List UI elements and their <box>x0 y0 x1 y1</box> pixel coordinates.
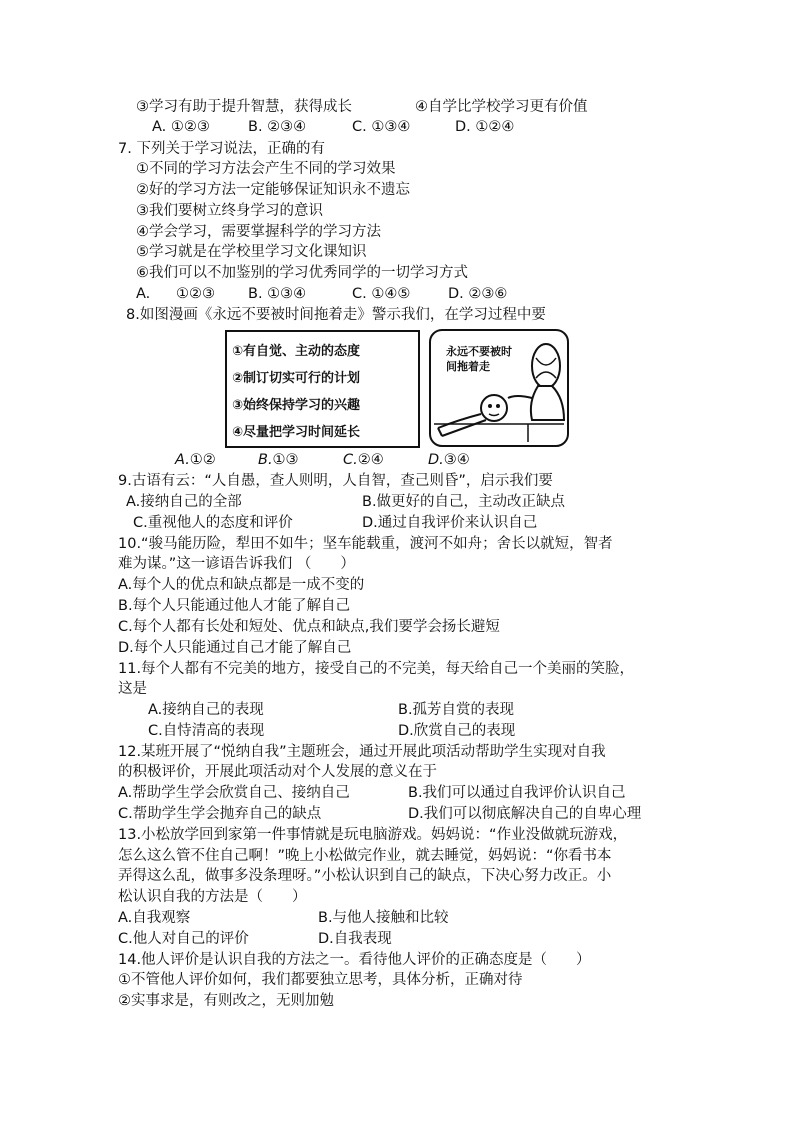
q7-item-4: ④学会学习，需要掌握科学的学习方法 <box>136 224 381 240</box>
q13-option-c: C.他人对自己的评价 <box>118 931 249 947</box>
q12-option-c: C.帮助学生学会抛弃自己的缺点 <box>118 806 322 822</box>
q7-stem: 7. 下列关于学习说法，正确的有 <box>118 141 325 157</box>
q7-option-a-label: A. <box>136 286 151 302</box>
q14-stem: 14.他人评价是认识自我的方法之一。看待他人评价的正确态度是（ ） <box>118 952 591 968</box>
q8-option-d: D.③④ <box>428 452 470 468</box>
q12-stem-line-2: 的积极评价，开展此项活动对个人发展的意义在于 <box>118 764 437 780</box>
q14-item-1: ①不管他人评价如何，我们都要独立思考，具体分析，正确对待 <box>118 972 523 988</box>
q8-box-item-3: ③始终保持学习的兴趣 <box>232 398 361 413</box>
q10-stem-line-2: 难为谋。”这一谚语告诉我们 （ ） <box>118 556 355 572</box>
q10-option-d: D.每个人只能通过自己才能了解自己 <box>118 640 352 656</box>
q12-option-a: A.帮助学生学会欣赏自己、接纳自己 <box>118 785 350 801</box>
q7-item-5: ⑤学习就是在学校里学习文化课知识 <box>136 244 367 260</box>
q9-option-b: B.做更好的自己，主动改正缺点 <box>362 494 566 510</box>
q6-option-b: B. ②③④ <box>248 119 307 135</box>
q10-option-c: C.每个人都有长处和短处、优点和缺点,我们要学会扬长避短 <box>118 619 500 635</box>
q7-option-a: ①②③ <box>176 286 215 302</box>
q11-option-d: D.欣赏自己的表现 <box>398 723 516 739</box>
q13-stem-line-3: 弄得这么乱，做事多没条理呀。”小松认识到自己的缺点，下决心努力改正。小 <box>118 868 612 884</box>
q12-option-d: D.我们可以彻底解决自己的自卑心理 <box>408 806 642 822</box>
q7-item-2: ②好的学习方法一定能够保证知识永不遗忘 <box>136 182 410 198</box>
q7-option-b: B. ①③④ <box>248 286 307 302</box>
q12-stem-line-1: 12.某班开展了“悦纳自我”主题班会，通过开展此项活动帮助学生实现对自我 <box>118 744 606 760</box>
q13-option-b: B.与他人接触和比较 <box>318 910 449 926</box>
q8-cartoon-caption: 永远不要被时间拖着走 <box>446 345 512 373</box>
q9-option-d: D.通过自我评价来认识自己 <box>362 515 538 531</box>
q8-option-c: C.②④ <box>343 452 384 468</box>
q8-stem: 8.如图漫画《永远不要被时间拖着走》警示我们，在学习过程中要 <box>126 307 546 323</box>
q13-option-a: A.自我观察 <box>118 910 191 926</box>
q7-option-d: D. ②③⑥ <box>448 286 508 302</box>
q10-option-b: B.每个人只能通过他人才能了解自己 <box>118 598 351 614</box>
q7-option-c: C. ①④⑤ <box>352 286 411 302</box>
q11-option-a: A.接纳自己的表现 <box>148 702 264 718</box>
q11-option-b: B.孤芳自赏的表现 <box>398 702 515 718</box>
q8-box-item-2: ②制订切实可行的计划 <box>232 371 361 386</box>
q13-stem-line-1: 13.小松放学回到家第一件事情就是玩电脑游戏。妈妈说：“作业没做就玩游戏， <box>118 827 628 843</box>
q6-option-d: D. ①②④ <box>455 119 515 135</box>
q11-stem-line-2: 这是 <box>118 681 147 697</box>
q6-item-3: ③学习有助于提升智慧，获得成长 <box>136 99 352 115</box>
q8-cartoon <box>428 328 570 448</box>
q14-item-2: ②实事求是，有则改之，无则加勉 <box>118 993 334 1009</box>
q12-option-b: B.我们可以通过自我评价认识自己 <box>408 785 626 801</box>
q8-box-item-4: ④尽量把学习时间延长 <box>232 425 361 440</box>
q7-item-1: ①不同的学习方法会产生不同的学习效果 <box>136 161 396 177</box>
q8-option-b: B.①③ <box>258 452 299 468</box>
q13-option-d: D.自我表现 <box>318 931 392 947</box>
q13-stem-line-4: 松认识自我的方法是（ ） <box>118 889 307 905</box>
q13-stem-line-2: 怎么这么管不住自己啊！”晚上小松做完作业，就去睡觉，妈妈说：“你看书本 <box>118 848 612 864</box>
q11-stem-line-1: 11.每个人都有不完美的地方，接受自己的不完美，每天给自己一个美丽的笑脸， <box>118 661 635 677</box>
q9-option-c: C.重视他人的态度和评价 <box>133 515 293 531</box>
q9-stem: 9.古语有云：“人自愚，查人则明，人自智，查己则昏”，启示我们要 <box>118 473 553 489</box>
q10-option-a: A.每个人的优点和缺点都是一成不变的 <box>118 577 365 593</box>
q6-option-a: A. ①②③ <box>152 119 210 135</box>
q6-item-4: ④自学比学校学习更有价值 <box>415 99 588 115</box>
q6-option-c: C. ①③④ <box>352 119 411 135</box>
q9-option-a: A.接纳自己的全部 <box>126 494 242 510</box>
q7-item-6: ⑥我们可以不加鉴别的学习优秀同学的一切学习方式 <box>136 265 468 281</box>
q8-statement-box <box>225 330 420 448</box>
q11-option-c: C.自恃清高的表现 <box>148 723 265 739</box>
q7-item-3: ③我们要树立终身学习的意识 <box>136 203 323 219</box>
q8-box-item-1: ①有自觉、主动的态度 <box>232 344 361 359</box>
q8-option-a: A.①② <box>175 452 216 468</box>
q10-stem-line-1: 10.“骏马能历险，犁田不如牛；坚车能载重，渡河不如舟；舍长以就短，智者 <box>118 536 613 552</box>
